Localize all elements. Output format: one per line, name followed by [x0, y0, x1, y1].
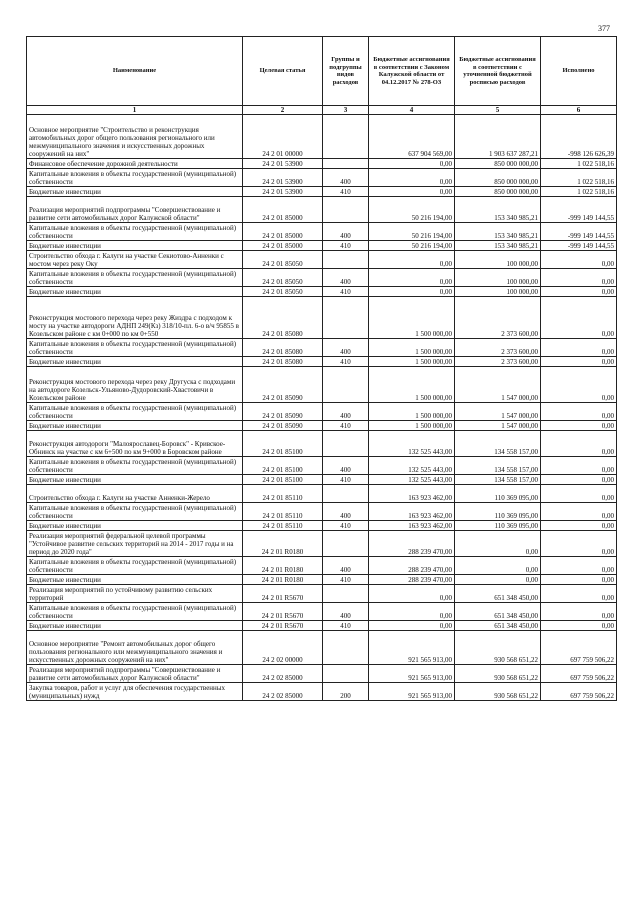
- row-law-allocation: 1 500 000,00: [369, 403, 455, 421]
- row-law-allocation: 1 500 000,00: [369, 339, 455, 357]
- row-expense-group: [323, 367, 369, 403]
- table-row: [27, 531, 617, 557]
- table-row: [27, 251, 617, 269]
- row-expense-group: 410: [323, 287, 369, 297]
- row-name: Строительство обхода г. Калуги на участке Секиотово-Анненки с мостом через реку Оку: [27, 251, 243, 269]
- row-target-article: 24 2 01 85090: [243, 421, 323, 431]
- row-law-allocation: 1 500 000,00: [369, 297, 455, 339]
- row-executed: 0,00: [541, 297, 617, 339]
- row-executed: 0,00: [541, 503, 617, 521]
- table-row: [27, 197, 617, 223]
- row-name: Капитальные вложения в объекты государственной (муниципальной) собственности: [27, 503, 243, 521]
- row-name: Капитальные вложения в объекты государственной (муниципальной) собственности: [27, 457, 243, 475]
- column-number: 2: [243, 106, 323, 115]
- row-name: Реконструкция мостового перехода через реку Жиздра с подходом к мосту на участке автодороги АДНП 249(Кз) 318/10-пл. 6-о в/ч 95855 в Козельском районе с км 0+000 по км 0+550: [27, 297, 243, 339]
- table-row: [27, 159, 617, 169]
- row-expense-group: 400: [323, 557, 369, 575]
- row-target-article: 24 2 01 85110: [243, 485, 323, 503]
- row-refined-allocation: 100 000,00: [455, 287, 541, 297]
- table-row: [27, 241, 617, 251]
- row-executed: 0,00: [541, 367, 617, 403]
- row-target-article: 24 2 01 85110: [243, 521, 323, 531]
- row-law-allocation: 0,00: [369, 187, 455, 197]
- row-refined-allocation: 1 547 000,00: [455, 403, 541, 421]
- row-refined-allocation: 110 369 095,00: [455, 503, 541, 521]
- table-row: [27, 357, 617, 367]
- row-law-allocation: 0,00: [369, 603, 455, 621]
- row-target-article: 24 2 02 85000: [243, 683, 323, 701]
- row-expense-group: 410: [323, 521, 369, 531]
- row-expense-group: 400: [323, 269, 369, 287]
- table-row: [27, 621, 617, 631]
- table-row: [27, 431, 617, 457]
- row-law-allocation: 0,00: [369, 269, 455, 287]
- row-expense-group: 400: [323, 457, 369, 475]
- row-refined-allocation: 1 547 000,00: [455, 421, 541, 431]
- row-law-allocation: 288 239 470,00: [369, 531, 455, 557]
- row-expense-group: [323, 431, 369, 457]
- header-law-allocation: Бюджетные ассигнования в соответствии с Законом Калужской области от 04.12.2017 № 278-ОЗ: [369, 37, 455, 106]
- row-name: Финансовое обеспечение дорожной деятельности: [27, 159, 243, 169]
- row-target-article: 24 2 01 85050: [243, 251, 323, 269]
- row-name: Бюджетные инвестиции: [27, 575, 243, 585]
- row-law-allocation: 163 923 462,00: [369, 521, 455, 531]
- row-refined-allocation: 850 000 000,00: [455, 169, 541, 187]
- row-refined-allocation: 0,00: [455, 531, 541, 557]
- row-target-article: 24 2 01 R5670: [243, 603, 323, 621]
- row-refined-allocation: 930 568 651,22: [455, 683, 541, 701]
- row-law-allocation: 163 923 462,00: [369, 485, 455, 503]
- row-refined-allocation: 1 903 637 287,21: [455, 115, 541, 159]
- row-name: Капитальные вложения в объекты государственной (муниципальной) собственности: [27, 223, 243, 241]
- row-name: Капитальные вложения в объекты государственной (муниципальной) собственности: [27, 339, 243, 357]
- row-expense-group: [323, 531, 369, 557]
- table-row: [27, 367, 617, 403]
- row-law-allocation: 132 525 443,00: [369, 431, 455, 457]
- row-name: Реализация мероприятий подпрограммы "Совершенствование и развитие сети автомобильных дорог Калужской области": [27, 197, 243, 223]
- header-executed: Исполнено: [541, 37, 617, 106]
- row-executed: 1 022 518,16: [541, 187, 617, 197]
- row-law-allocation: 921 565 913,00: [369, 665, 455, 683]
- row-executed: 0,00: [541, 531, 617, 557]
- row-target-article: 24 2 01 53900: [243, 159, 323, 169]
- row-executed: 0,00: [541, 339, 617, 357]
- row-executed: 0,00: [541, 485, 617, 503]
- row-law-allocation: 50 216 194,00: [369, 241, 455, 251]
- row-expense-group: [323, 251, 369, 269]
- row-target-article: 24 2 01 85090: [243, 403, 323, 421]
- row-executed: 0,00: [541, 475, 617, 485]
- row-target-article: 24 2 02 00000: [243, 631, 323, 665]
- table-row: [27, 683, 617, 701]
- table-row: [27, 603, 617, 621]
- row-expense-group: [323, 585, 369, 603]
- row-name: Бюджетные инвестиции: [27, 187, 243, 197]
- row-name: Основное мероприятие "Строительство и реконструкция автомобильных дорог общего пользования регионального или межмуниципального значения и искусственных дорожных сооружений на них": [27, 115, 243, 159]
- table-row: [27, 475, 617, 485]
- row-name: Бюджетные инвестиции: [27, 287, 243, 297]
- row-name: Реконструкция мостового перехода через реку Другуска с подходами на автодороге Козельск-Ульяново-Дудоровский-Хвастовичи в Козельском районе: [27, 367, 243, 403]
- budget-table: [26, 36, 617, 701]
- row-refined-allocation: 0,00: [455, 575, 541, 585]
- row-law-allocation: 1 500 000,00: [369, 421, 455, 431]
- row-law-allocation: 288 239 470,00: [369, 557, 455, 575]
- header-expense-group: Группы и подгруппы видов расходов: [323, 37, 369, 106]
- row-executed: 0,00: [541, 403, 617, 421]
- row-law-allocation: 0,00: [369, 287, 455, 297]
- row-expense-group: [323, 159, 369, 169]
- row-law-allocation: 1 500 000,00: [369, 357, 455, 367]
- row-refined-allocation: 2 373 600,00: [455, 297, 541, 339]
- row-target-article: 24 2 01 85100: [243, 475, 323, 485]
- table-row: [27, 665, 617, 683]
- column-number: 1: [27, 106, 243, 115]
- table-row: [27, 521, 617, 531]
- row-law-allocation: 921 565 913,00: [369, 683, 455, 701]
- row-executed: 0,00: [541, 269, 617, 287]
- row-refined-allocation: 153 340 985,21: [455, 223, 541, 241]
- row-executed: 0,00: [541, 575, 617, 585]
- row-refined-allocation: 100 000,00: [455, 251, 541, 269]
- column-number: 5: [455, 106, 541, 115]
- row-refined-allocation: 0,00: [455, 557, 541, 575]
- row-law-allocation: 0,00: [369, 585, 455, 603]
- header-refined-allocation: Бюджетные ассигнования в соответствии с уточненной бюджетной росписью расходов: [455, 37, 541, 106]
- table-row: [27, 457, 617, 475]
- row-expense-group: 410: [323, 575, 369, 585]
- row-law-allocation: 50 216 194,00: [369, 197, 455, 223]
- row-executed: 0,00: [541, 287, 617, 297]
- row-executed: 1 022 518,16: [541, 159, 617, 169]
- column-number: 6: [541, 106, 617, 115]
- row-refined-allocation: 930 568 651,22: [455, 631, 541, 665]
- row-target-article: 24 2 01 85000: [243, 223, 323, 241]
- row-refined-allocation: 850 000 000,00: [455, 159, 541, 169]
- row-executed: -999 149 144,55: [541, 223, 617, 241]
- row-expense-group: 400: [323, 169, 369, 187]
- table-row: [27, 631, 617, 665]
- row-refined-allocation: 134 558 157,00: [455, 475, 541, 485]
- row-executed: -999 149 144,55: [541, 197, 617, 223]
- row-target-article: 24 2 01 00000: [243, 115, 323, 159]
- row-executed: 0,00: [541, 357, 617, 367]
- row-target-article: 24 2 01 85080: [243, 297, 323, 339]
- row-law-allocation: 288 239 470,00: [369, 575, 455, 585]
- row-target-article: 24 2 01 85000: [243, 197, 323, 223]
- row-name: Бюджетные инвестиции: [27, 621, 243, 631]
- row-target-article: 24 2 01 R0180: [243, 557, 323, 575]
- row-law-allocation: 921 565 913,00: [369, 631, 455, 665]
- row-expense-group: [323, 115, 369, 159]
- row-target-article: 24 2 01 85000: [243, 241, 323, 251]
- row-expense-group: 400: [323, 503, 369, 521]
- row-law-allocation: 0,00: [369, 621, 455, 631]
- row-refined-allocation: 110 369 095,00: [455, 521, 541, 531]
- row-target-article: 24 2 01 R0180: [243, 531, 323, 557]
- table-row: [27, 223, 617, 241]
- row-executed: -999 149 144,55: [541, 241, 617, 251]
- row-expense-group: 400: [323, 339, 369, 357]
- row-expense-group: 400: [323, 223, 369, 241]
- row-executed: 0,00: [541, 557, 617, 575]
- row-expense-group: 410: [323, 357, 369, 367]
- header-name: Наименование: [27, 37, 243, 106]
- header-row: [27, 37, 617, 106]
- row-refined-allocation: 1 547 000,00: [455, 367, 541, 403]
- row-executed: 0,00: [541, 521, 617, 531]
- row-expense-group: [323, 297, 369, 339]
- row-expense-group: [323, 631, 369, 665]
- row-law-allocation: 0,00: [369, 169, 455, 187]
- row-law-allocation: 50 216 194,00: [369, 223, 455, 241]
- table-row: [27, 557, 617, 575]
- row-name: Закупка товаров, работ и услуг для обеспечения государственных (муниципальных) нужд: [27, 683, 243, 701]
- row-target-article: 24 2 01 85080: [243, 339, 323, 357]
- row-target-article: 24 2 01 R5670: [243, 621, 323, 631]
- row-executed: -998 126 626,39: [541, 115, 617, 159]
- row-expense-group: 200: [323, 683, 369, 701]
- row-name: Бюджетные инвестиции: [27, 421, 243, 431]
- row-executed: 697 759 506,22: [541, 665, 617, 683]
- row-expense-group: 410: [323, 621, 369, 631]
- row-name: Реализация мероприятий по устойчивому развитию сельских территорий: [27, 585, 243, 603]
- row-name: Капитальные вложения в объекты государственной (муниципальной) собственности: [27, 169, 243, 187]
- row-refined-allocation: 651 348 450,00: [455, 621, 541, 631]
- table-row: [27, 403, 617, 421]
- row-executed: 0,00: [541, 421, 617, 431]
- row-target-article: 24 2 01 85080: [243, 357, 323, 367]
- row-executed: 0,00: [541, 251, 617, 269]
- row-executed: 0,00: [541, 585, 617, 603]
- row-refined-allocation: 2 373 600,00: [455, 357, 541, 367]
- row-refined-allocation: 134 558 157,00: [455, 431, 541, 457]
- table-row: [27, 421, 617, 431]
- row-executed: 0,00: [541, 621, 617, 631]
- table-row: [27, 575, 617, 585]
- row-name: Реализация мероприятий федеральной целевой программы "Устойчивое развитие сельских территорий на 2014 - 2017 годы и на период до 2020 года": [27, 531, 243, 557]
- row-expense-group: 410: [323, 241, 369, 251]
- row-expense-group: 400: [323, 403, 369, 421]
- column-number-row: [27, 106, 617, 115]
- row-expense-group: 410: [323, 475, 369, 485]
- row-refined-allocation: 153 340 985,21: [455, 197, 541, 223]
- row-executed: 1 022 518,16: [541, 169, 617, 187]
- row-refined-allocation: 153 340 985,21: [455, 241, 541, 251]
- table-row: [27, 169, 617, 187]
- row-target-article: 24 2 01 53900: [243, 169, 323, 187]
- table-row: [27, 585, 617, 603]
- row-law-allocation: 132 525 443,00: [369, 475, 455, 485]
- row-name: Капитальные вложения в объекты государственной (муниципальной) собственности: [27, 603, 243, 621]
- row-law-allocation: 637 904 569,00: [369, 115, 455, 159]
- row-expense-group: [323, 665, 369, 683]
- row-expense-group: [323, 485, 369, 503]
- row-refined-allocation: 100 000,00: [455, 269, 541, 287]
- row-law-allocation: 132 525 443,00: [369, 457, 455, 475]
- row-name: Капитальные вложения в объекты государственной (муниципальной) собственности: [27, 269, 243, 287]
- row-law-allocation: 163 923 462,00: [369, 503, 455, 521]
- row-refined-allocation: 2 373 600,00: [455, 339, 541, 357]
- row-law-allocation: 1 500 000,00: [369, 367, 455, 403]
- row-refined-allocation: 651 348 450,00: [455, 585, 541, 603]
- column-number: 3: [323, 106, 369, 115]
- table-row: [27, 339, 617, 357]
- row-refined-allocation: 110 369 095,00: [455, 485, 541, 503]
- row-name: Основное мероприятие "Ремонт автомобильных дорог общего пользования регионального или межмуниципального значения и искусственных дорожных сооружений на них": [27, 631, 243, 665]
- row-executed: 697 759 506,22: [541, 683, 617, 701]
- row-law-allocation: 0,00: [369, 251, 455, 269]
- row-executed: 697 759 506,22: [541, 631, 617, 665]
- row-name: Реконструкция автодороги "Малоярославец-Боровск" - Кривское-Обнинск на участке с км 6+500 по км 9+000 в Боровском районе: [27, 431, 243, 457]
- row-target-article: 24 2 02 85000: [243, 665, 323, 683]
- row-law-allocation: 0,00: [369, 159, 455, 169]
- row-target-article: 24 2 01 85100: [243, 457, 323, 475]
- row-target-article: 24 2 01 85100: [243, 431, 323, 457]
- row-name: Реализация мероприятий подпрограммы "Совершенствование и развитие сети автомобильных дорог Калужской области": [27, 665, 243, 683]
- table-row: [27, 269, 617, 287]
- row-expense-group: 410: [323, 421, 369, 431]
- row-name: Бюджетные инвестиции: [27, 475, 243, 485]
- header-target-article: Целевая статья: [243, 37, 323, 106]
- table-row: [27, 503, 617, 521]
- row-name: Капитальные вложения в объекты государственной (муниципальной) собственности: [27, 557, 243, 575]
- row-refined-allocation: 134 558 157,00: [455, 457, 541, 475]
- row-expense-group: [323, 197, 369, 223]
- row-executed: 0,00: [541, 431, 617, 457]
- row-refined-allocation: 930 568 651,22: [455, 665, 541, 683]
- row-refined-allocation: 651 348 450,00: [455, 603, 541, 621]
- row-executed: 0,00: [541, 457, 617, 475]
- page-number: 377: [598, 24, 610, 33]
- table-row: [27, 485, 617, 503]
- row-refined-allocation: 850 000 000,00: [455, 187, 541, 197]
- row-name: Бюджетные инвестиции: [27, 241, 243, 251]
- row-target-article: 24 2 01 85050: [243, 287, 323, 297]
- row-target-article: 24 2 01 R0180: [243, 575, 323, 585]
- row-target-article: 24 2 01 85050: [243, 269, 323, 287]
- row-target-article: 24 2 01 R5670: [243, 585, 323, 603]
- table-row: [27, 115, 617, 159]
- row-expense-group: 410: [323, 187, 369, 197]
- row-target-article: 24 2 01 85110: [243, 503, 323, 521]
- table-row: [27, 187, 617, 197]
- row-name: Капитальные вложения в объекты государственной (муниципальной) собственности: [27, 403, 243, 421]
- table-row: [27, 297, 617, 339]
- row-name: Бюджетные инвестиции: [27, 357, 243, 367]
- row-name: Строительство обхода г. Калуги на участке Анненки-Жерело: [27, 485, 243, 503]
- row-target-article: 24 2 01 85090: [243, 367, 323, 403]
- row-executed: 0,00: [541, 603, 617, 621]
- row-expense-group: 400: [323, 603, 369, 621]
- table-row: [27, 287, 617, 297]
- row-target-article: 24 2 01 53900: [243, 187, 323, 197]
- row-name: Бюджетные инвестиции: [27, 521, 243, 531]
- column-number: 4: [369, 106, 455, 115]
